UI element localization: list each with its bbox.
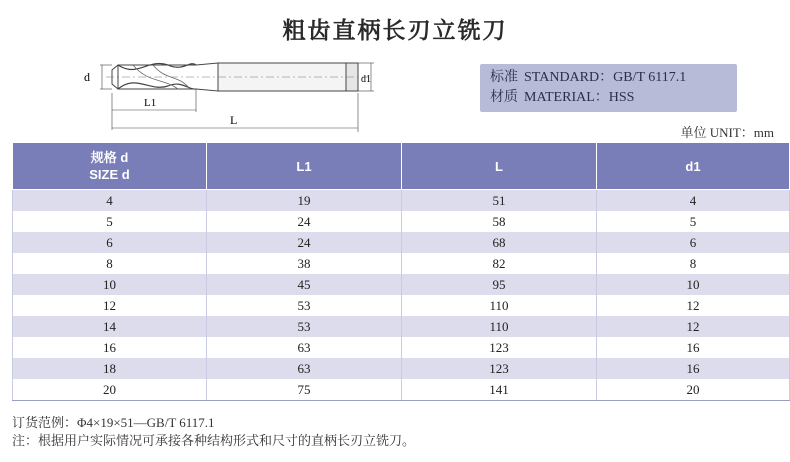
material-cn: 材质 bbox=[490, 90, 518, 105]
header-l-label: L bbox=[495, 158, 503, 174]
cell-l1: 53 bbox=[207, 316, 402, 337]
cell-l: 123 bbox=[402, 337, 597, 358]
table-row bbox=[13, 358, 790, 379]
label-l: L bbox=[230, 113, 238, 127]
header-l1 bbox=[207, 143, 402, 190]
notes bbox=[12, 414, 415, 450]
header-size-en: SIZE d bbox=[89, 167, 130, 182]
remark: 注：根据用户实际情况可承接各种结构形式和尺寸的直柄长刃立铣刀。 bbox=[12, 433, 416, 448]
cell-l: 51 bbox=[402, 190, 597, 212]
cell-d1: 12 bbox=[597, 316, 790, 337]
standard-en: STANDARD：GB/T 6117.1 bbox=[524, 70, 687, 85]
cell-d1: 16 bbox=[597, 337, 790, 358]
cell-l: 82 bbox=[402, 253, 597, 274]
cell-l: 141 bbox=[402, 379, 597, 401]
cell-d1: 8 bbox=[597, 253, 790, 274]
cell-l: 68 bbox=[402, 232, 597, 253]
cell-size: 4 bbox=[13, 190, 207, 212]
table-row bbox=[13, 316, 790, 337]
cell-size: 6 bbox=[13, 232, 207, 253]
cell-d1: 10 bbox=[597, 274, 790, 295]
cell-size: 18 bbox=[13, 358, 207, 379]
header-l1-label: L1 bbox=[296, 158, 312, 174]
table-row bbox=[13, 232, 790, 253]
cell-size: 10 bbox=[13, 274, 207, 295]
table-row bbox=[13, 274, 790, 295]
cell-d1: 20 bbox=[597, 379, 790, 401]
cell-l1: 19 bbox=[207, 190, 402, 212]
cell-l1: 24 bbox=[207, 232, 402, 253]
header-d1-label: d1 bbox=[685, 158, 701, 174]
table-row bbox=[13, 379, 790, 401]
header-size-cn: 规格 d bbox=[90, 150, 129, 165]
cell-d1: 4 bbox=[597, 190, 790, 212]
cell-l: 95 bbox=[402, 274, 597, 295]
unit-label: 单位 UNIT：mm bbox=[680, 125, 774, 140]
header-size bbox=[13, 143, 207, 190]
table-row bbox=[13, 211, 790, 232]
header-l bbox=[402, 143, 597, 190]
standard-box bbox=[480, 64, 737, 112]
cell-size: 12 bbox=[13, 295, 207, 316]
cell-l1: 45 bbox=[207, 274, 402, 295]
label-l1: L1 bbox=[144, 97, 157, 109]
cell-l: 58 bbox=[402, 211, 597, 232]
cell-d1: 6 bbox=[597, 232, 790, 253]
cell-l: 123 bbox=[402, 358, 597, 379]
cell-size: 16 bbox=[13, 337, 207, 358]
standard-cn: 标准 bbox=[490, 70, 518, 85]
cell-d1: 16 bbox=[597, 358, 790, 379]
cell-l1: 53 bbox=[207, 295, 402, 316]
material-row bbox=[490, 88, 737, 108]
table-row bbox=[13, 190, 790, 212]
material-en: MATERIAL：HSS bbox=[524, 90, 635, 105]
table-row bbox=[13, 295, 790, 316]
table-header-row bbox=[13, 143, 790, 190]
cell-l1: 75 bbox=[207, 379, 402, 401]
cell-size: 8 bbox=[13, 253, 207, 274]
cell-l1: 63 bbox=[207, 337, 402, 358]
page-title: 粗齿直柄长刃立铣刀 bbox=[282, 18, 508, 44]
cell-l1: 63 bbox=[207, 358, 402, 379]
cell-d1: 5 bbox=[597, 211, 790, 232]
label-d: d bbox=[84, 70, 90, 84]
cell-l: 110 bbox=[402, 316, 597, 337]
table-row bbox=[13, 337, 790, 358]
cell-size: 20 bbox=[13, 379, 207, 401]
spec-table bbox=[12, 142, 790, 401]
cell-d1: 12 bbox=[597, 295, 790, 316]
cell-l1: 24 bbox=[207, 211, 402, 232]
order-example: 订货范例：Φ4×19×51—GB/T 6117.1 bbox=[12, 415, 215, 430]
header-d1 bbox=[597, 143, 790, 190]
table-row bbox=[13, 253, 790, 274]
label-d1: d1 bbox=[361, 74, 371, 85]
standard-row bbox=[490, 68, 737, 88]
end-mill-drawing bbox=[78, 48, 378, 138]
cell-size: 14 bbox=[13, 316, 207, 337]
cell-l1: 38 bbox=[207, 253, 402, 274]
cell-size: 5 bbox=[13, 211, 207, 232]
cell-l: 110 bbox=[402, 295, 597, 316]
